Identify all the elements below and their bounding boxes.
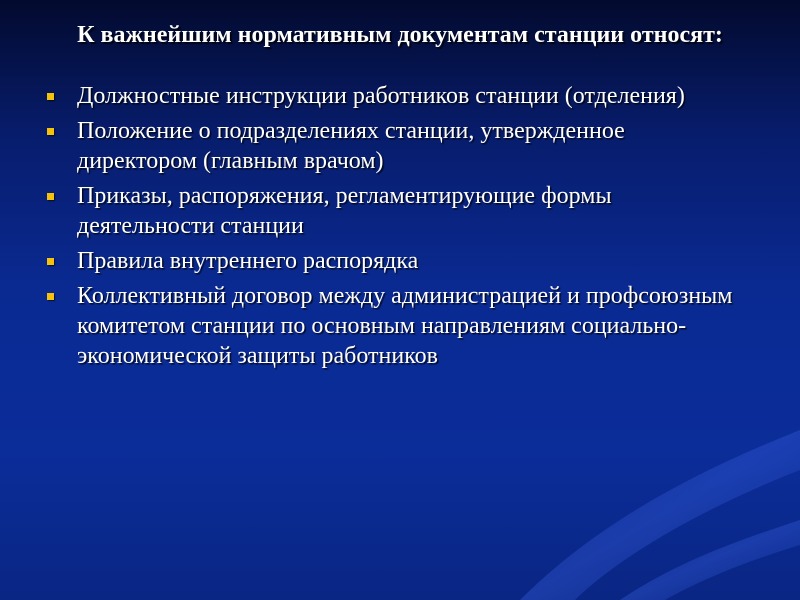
slide-title: К важнейшим нормативным документам станции относят:: [77, 22, 723, 48]
square-bullet-icon: [47, 193, 54, 200]
bullet-text: Коллективный договор между администрацией и профсоюзным комитетом станции по основным направлениям социально-экономической защиты работников: [77, 283, 733, 369]
bullet-item: [44, 81, 744, 111]
square-bullet-icon: [47, 293, 54, 300]
bullet-text: Положение о подразделениях станции, утвержденное директором (главным врачом): [77, 118, 625, 174]
bullet-item: [44, 246, 744, 276]
bullet-text: Правила внутреннего распорядка: [77, 248, 419, 274]
bullet-text: Должностные инструкции работников станции (отделения): [77, 83, 685, 109]
bullet-list: [44, 81, 744, 376]
square-bullet-icon: [47, 258, 54, 265]
bullet-item: [44, 116, 744, 176]
bullet-item: [44, 181, 744, 241]
bullet-text: Приказы, распоряжения, регламентирующие формы деятельности станции: [77, 183, 612, 239]
bullet-item: [44, 281, 744, 371]
square-bullet-icon: [47, 93, 54, 100]
square-bullet-icon: [47, 128, 54, 135]
